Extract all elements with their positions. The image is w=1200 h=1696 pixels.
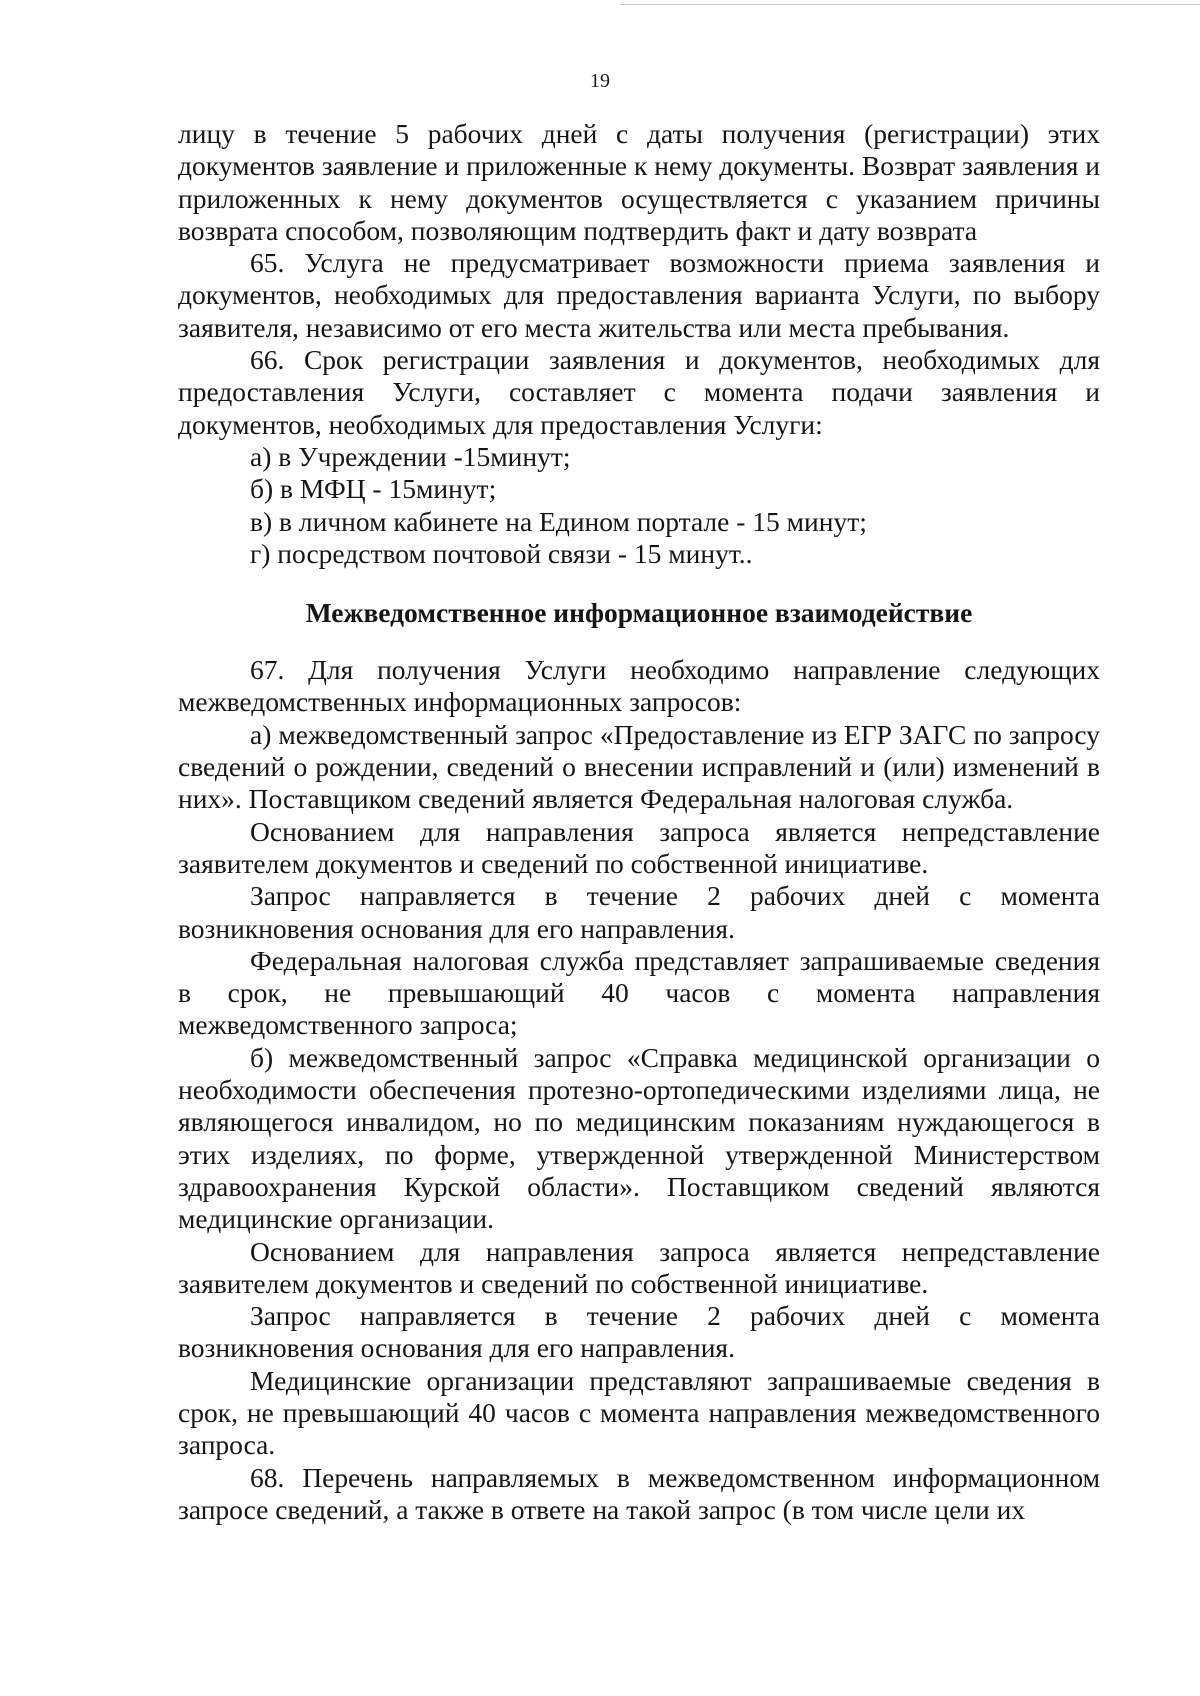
page-number: 19 bbox=[590, 70, 610, 92]
paragraph-67-item-a: а) межведомственный запрос «Предоставление из ЕГР ЗАГС по запросу сведений о рождении, сведений о внесении исправлений и (или) изменений в них». Поставщиком сведений является Федеральная налоговая служба. bbox=[178, 718, 1100, 815]
paragraph-67-b-term: Запрос направляется в течение 2 рабочих дней с момента возникновения основания для его направления. bbox=[178, 1300, 1100, 1364]
paragraph-67-a-term: Запрос направляется в течение 2 рабочих дней с момента возникновения основания для его направления. bbox=[178, 880, 1100, 944]
paragraph-67-b-basis: Основанием для направления запроса является непредставление заявителем документов и сведений по собственной инициативе. bbox=[178, 1235, 1100, 1299]
top-edge-line bbox=[620, 4, 1200, 5]
paragraph-66-item-b: б) в МФЦ - 15минут; bbox=[250, 473, 497, 505]
paragraph-66-item-v: в) в личном кабинете на Едином портале - 15 минут; bbox=[250, 505, 867, 537]
document-body bbox=[178, 118, 1100, 1526]
section-heading: Межведомственное информационное взаимодействие bbox=[305, 597, 973, 629]
paragraph-67-a-basis: Основанием для направления запроса является непредставление заявителем документов и сведений по собственной инициативе. bbox=[178, 815, 1100, 879]
paragraph-intro-continuation: лицу в течение 5 рабочих дней с даты получения (регистрации) этих документов заявление и приложенные к нему документы. Возврат заявления и приложенных к нему документов осуществляется с указанием причины возврата способом, позволяющим подтвердить факт и дату возврата bbox=[178, 118, 1100, 246]
paragraph-67: 67. Для получения Услуги необходимо направление следующих межведомственных информационных запросов: bbox=[178, 654, 1100, 718]
paragraph-65: 65. Услуга не предусматривает возможности приема заявления и документов, необходимых для предоставления варианта Услуги, по выбору заявителя, независимо от его места жительства или места пребывания. bbox=[178, 247, 1100, 343]
paragraph-67-a-reply: Федеральная налоговая служба представляет запрашиваемые сведения в срок, не превышающий 40 часов с момента направления межведомственного запроса; bbox=[178, 944, 1100, 1041]
paragraph-66: 66. Срок регистрации заявления и документов, необходимых для предоставления Услуги, составляет с момента подачи заявления и документов, необходимых для предоставления Услуги: bbox=[178, 344, 1100, 440]
paragraph-67-b-reply: Медицинские организации представляют запрашиваемые сведения в срок, не превышающий 40 часов с момента направления межведомственного запроса. bbox=[178, 1364, 1100, 1461]
paragraph-68: 68. Перечень направляемых в межведомственном информационном запросе сведений, а также в ответе на такой запрос (в том числе цели их bbox=[178, 1461, 1100, 1525]
paragraph-66-item-g: г) посредством почтовой связи - 15 минут.. bbox=[250, 537, 753, 569]
paragraph-66-item-a: а) в Учреждении -15минут; bbox=[250, 440, 571, 472]
paragraph-67-item-b: б) межведомственный запрос «Справка медицинской организации о необходимости обеспечения протезно-ортопедическими изделиями лица, не являющегося инвалидом, но по медицинским показаниям нуждающегося в этих изделиях, по форме, утвержденной утвержденной Министерством здравоохранения Курской области». Поставщиком сведений являются медицинские организации. bbox=[178, 1041, 1100, 1235]
